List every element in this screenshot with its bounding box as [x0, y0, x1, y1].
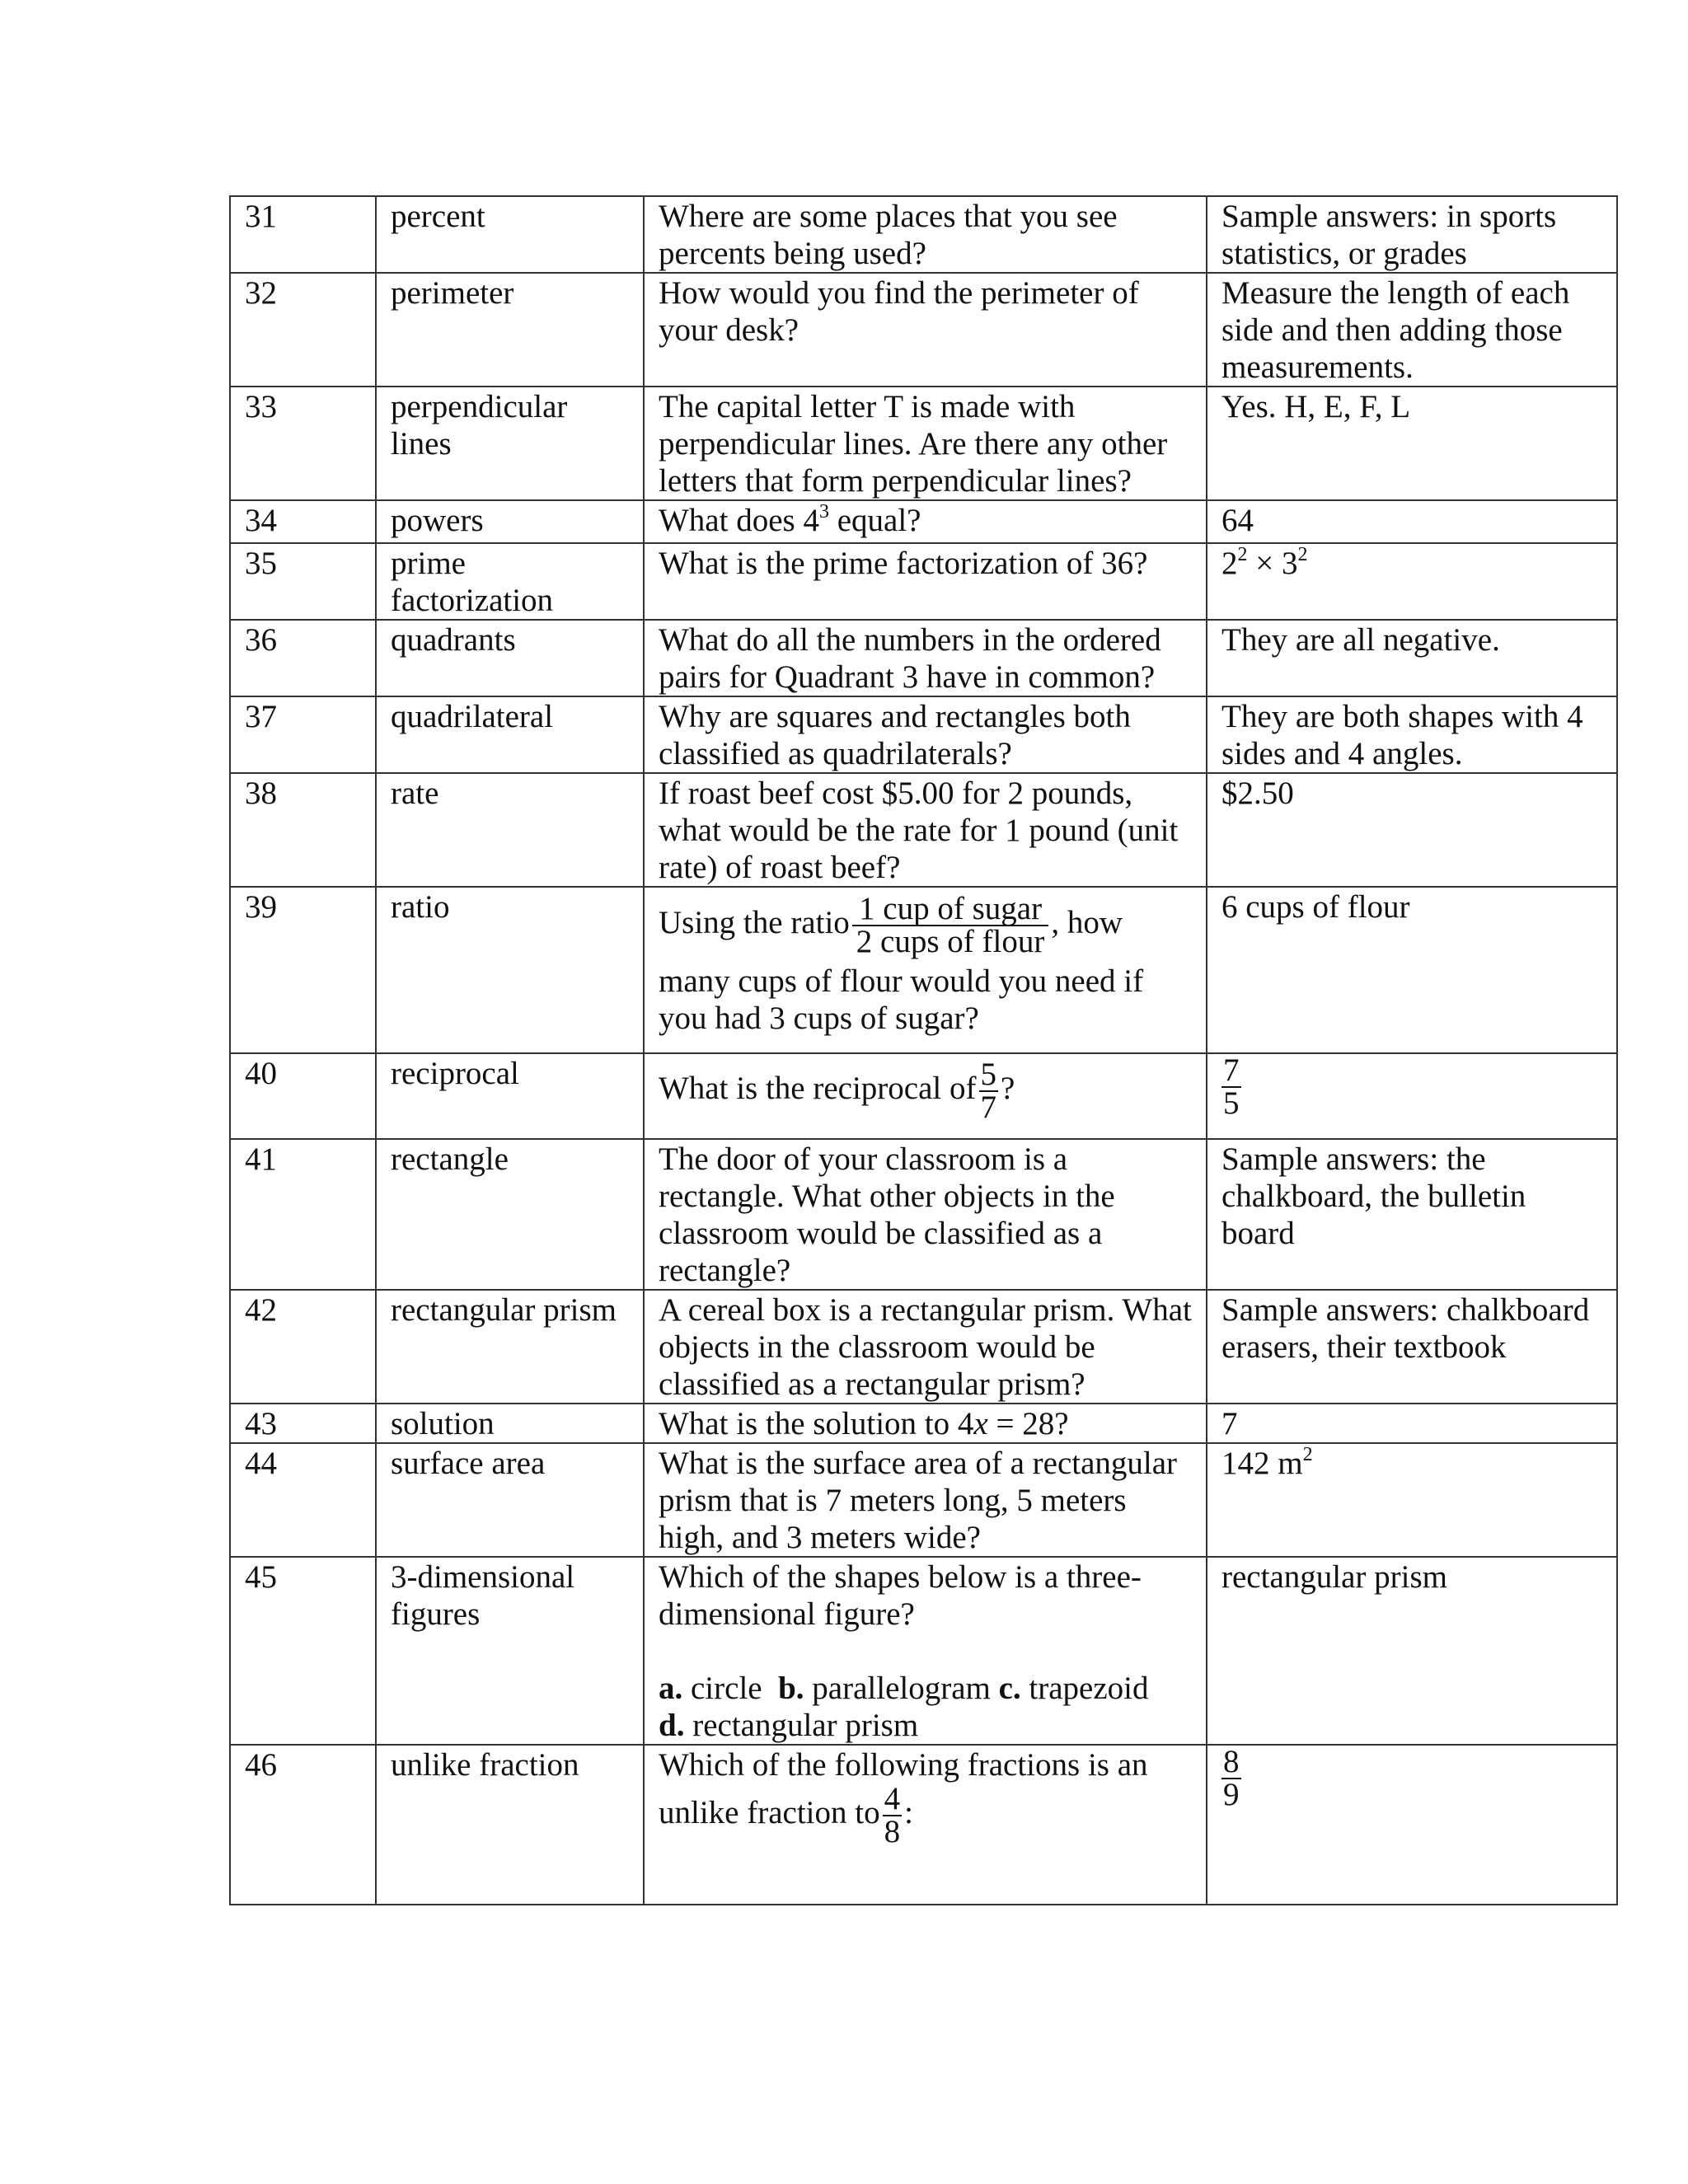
choice-letter: a.: [659, 1671, 683, 1706]
vocab-term: 3-dimensional figures: [376, 1557, 644, 1745]
vocab-term: perimeter: [376, 273, 644, 387]
vocab-term: reciprocal: [376, 1053, 644, 1139]
row-number: 38: [230, 773, 376, 887]
vocab-term: quadrants: [376, 620, 644, 696]
question-text: What is the reciprocal of: [659, 1070, 977, 1106]
question-text: What is the solution to 4: [659, 1406, 974, 1441]
fraction-numerator: 5: [980, 1057, 996, 1092]
answer-choices: [659, 1670, 1192, 1707]
question-text: ?: [1001, 1070, 1015, 1106]
question-cell: How would you find the perimeter of your desk?: [644, 273, 1207, 387]
question-cell: [644, 1557, 1207, 1745]
row-number: 44: [230, 1443, 376, 1557]
answer-cell: Sample answers: chalkboard erasers, their textbook: [1207, 1290, 1617, 1404]
question-text: Using the ratio: [659, 904, 850, 940]
table-row: [230, 196, 1617, 273]
row-number: 39: [230, 887, 376, 1053]
row-number: 35: [230, 543, 376, 620]
table-row: [230, 1404, 1617, 1443]
answer-fraction: [1221, 1746, 1241, 1811]
variable: x: [973, 1406, 988, 1441]
fraction-denominator: 5: [1223, 1085, 1240, 1121]
question-text: unlike fraction to: [659, 1794, 880, 1830]
vocab-term: prime factorization: [376, 543, 644, 620]
answer-cell: Sample answers: the chalkboard, the bulletin board: [1207, 1139, 1617, 1290]
answer-cell: Yes. H, E, F, L: [1207, 387, 1617, 500]
table-row: [230, 1745, 1617, 1905]
vocab-term: surface area: [376, 1443, 644, 1557]
table-row: [230, 1443, 1617, 1557]
table-row: [230, 1290, 1617, 1404]
question-cell: What do all the numbers in the ordered pairs for Quadrant 3 have in common?: [644, 620, 1207, 696]
vocab-term: rectangle: [376, 1139, 644, 1290]
choice-letter: c.: [998, 1671, 1021, 1706]
question-text: equal?: [828, 503, 921, 538]
spacer: [659, 1633, 1192, 1670]
question-text: many cups of flour would you need if you had 3 cups of sugar?: [659, 963, 1144, 1036]
question-cell: What is the prime factorization of 36?: [644, 543, 1207, 620]
question-cell: A cereal box is a rectangular prism. What objects in the classroom would be classified as a rectangular prism?: [644, 1290, 1207, 1404]
row-number: 43: [230, 1404, 376, 1443]
choice-letter: d.: [659, 1708, 685, 1743]
row-number: 45: [230, 1557, 376, 1745]
question-cell: [644, 887, 1207, 1053]
fraction-denominator: 8: [884, 1814, 901, 1849]
table-row: [230, 500, 1617, 543]
answer-text: 2: [1221, 546, 1238, 581]
question-text: , how: [1051, 904, 1123, 940]
question-cell: The door of your classroom is a rectangle. What other objects in the classroom would be classified as a rectangle?: [644, 1139, 1207, 1290]
vocab-term: rate: [376, 773, 644, 887]
table-row: [230, 620, 1617, 696]
vocab-term: ratio: [376, 887, 644, 1053]
question-cell: Why are squares and rectangles both classified as quadrilaterals?: [644, 696, 1207, 773]
question-text: = 28?: [987, 1406, 1069, 1441]
fraction-denominator: 2 cups of flour: [856, 924, 1045, 959]
answer-cell: 6 cups of flour: [1207, 887, 1617, 1053]
question-cell: What is the surface area of a rectangular prism that is 7 meters long, 5 meters high, and 3 meters wide?: [644, 1443, 1207, 1557]
vocab-term: powers: [376, 500, 644, 543]
answer-choices: [659, 1707, 1192, 1744]
question-cell: The capital letter T is made with perpendicular lines. Are there any other letters that form perpendicular lines?: [644, 387, 1207, 500]
fraction-line: [659, 1783, 1192, 1848]
question-cell: [644, 500, 1207, 543]
vocab-term: rectangular prism: [376, 1290, 644, 1404]
table-row: [230, 543, 1617, 620]
fraction-numerator: 8: [1223, 1745, 1240, 1779]
exponent: 3: [818, 501, 829, 523]
answer-cell: [1207, 1053, 1617, 1139]
vocab-term: percent: [376, 196, 644, 273]
row-number: 32: [230, 273, 376, 387]
question-cell: [644, 1404, 1207, 1443]
table-row: [230, 1557, 1617, 1745]
vocab-term: perpendicular lines: [376, 387, 644, 500]
answer-cell: rectangular prism: [1207, 1557, 1617, 1745]
choice-text: rectangular prism: [684, 1708, 919, 1743]
fraction: [883, 1783, 903, 1848]
row-number: 40: [230, 1053, 376, 1139]
answer-cell: Sample answers: in sports statistics, or grades: [1207, 196, 1617, 273]
question-cell: Where are some places that you see percents being used?: [644, 196, 1207, 273]
fraction: [979, 1059, 999, 1123]
answer-cell: [1207, 1745, 1617, 1905]
row-number: 36: [230, 620, 376, 696]
table-row: [230, 273, 1617, 387]
answer-cell: They are both shapes with 4 sides and 4 angles.: [1207, 696, 1617, 773]
ratio-fraction: [852, 893, 1049, 958]
table-row: [230, 1139, 1617, 1290]
question-text: :: [904, 1794, 913, 1830]
question-text: Which of the following fractions is an: [659, 1747, 1148, 1783]
fraction-numerator: 4: [884, 1781, 901, 1816]
vocab-term: solution: [376, 1404, 644, 1443]
answer-cell: 7: [1207, 1404, 1617, 1443]
vocab-term: quadrilateral: [376, 696, 644, 773]
answer-cell: Measure the length of each side and then adding those measurements.: [1207, 273, 1617, 387]
answer-fraction: [1221, 1055, 1241, 1119]
answer-cell: They are all negative.: [1207, 620, 1617, 696]
answer-cell: [1207, 543, 1617, 620]
question-cell: If roast beef cost $5.00 for 2 pounds, what would be the rate for 1 pound (unit rate) of roast beef?: [644, 773, 1207, 887]
vocab-term: unlike fraction: [376, 1745, 644, 1905]
answer-cell: 64: [1207, 500, 1617, 543]
exponent: 2: [1297, 544, 1308, 565]
row-number: 41: [230, 1139, 376, 1290]
row-number: 34: [230, 500, 376, 543]
row-number: 33: [230, 387, 376, 500]
ratio-line: [659, 893, 1192, 958]
table-row: [230, 1053, 1617, 1139]
table-row: [230, 773, 1617, 887]
exponent: 2: [1237, 544, 1248, 565]
choice-text: parallelogram: [804, 1671, 999, 1706]
table-row: [230, 887, 1617, 1053]
fraction-numerator: 1 cup of sugar: [852, 893, 1049, 926]
answer-cell: $2.50: [1207, 773, 1617, 887]
choice-text: trapezoid: [1020, 1671, 1149, 1706]
choice-text: circle: [682, 1671, 779, 1706]
row-number: 46: [230, 1745, 376, 1905]
question-cell: [644, 1745, 1207, 1905]
table-row: [230, 387, 1617, 500]
answer-text: 142 m: [1221, 1446, 1303, 1481]
row-number: 42: [230, 1290, 376, 1404]
choice-letter: b.: [778, 1671, 804, 1706]
table-row: [230, 696, 1617, 773]
vocabulary-table: [229, 195, 1618, 1905]
fraction-numerator: 7: [1223, 1053, 1240, 1088]
question-text: Which of the shapes below is a three-dimensional figure?: [659, 1559, 1142, 1632]
fraction-denominator: 7: [980, 1090, 996, 1125]
answer-text: × 3: [1247, 546, 1298, 581]
fraction-denominator: 9: [1223, 1777, 1240, 1812]
answer-cell: [1207, 1443, 1617, 1557]
question-text: What does 4: [659, 503, 819, 538]
question-cell: [644, 1053, 1207, 1139]
row-number: 37: [230, 696, 376, 773]
exponent: 2: [1302, 1444, 1313, 1465]
row-number: 31: [230, 196, 376, 273]
